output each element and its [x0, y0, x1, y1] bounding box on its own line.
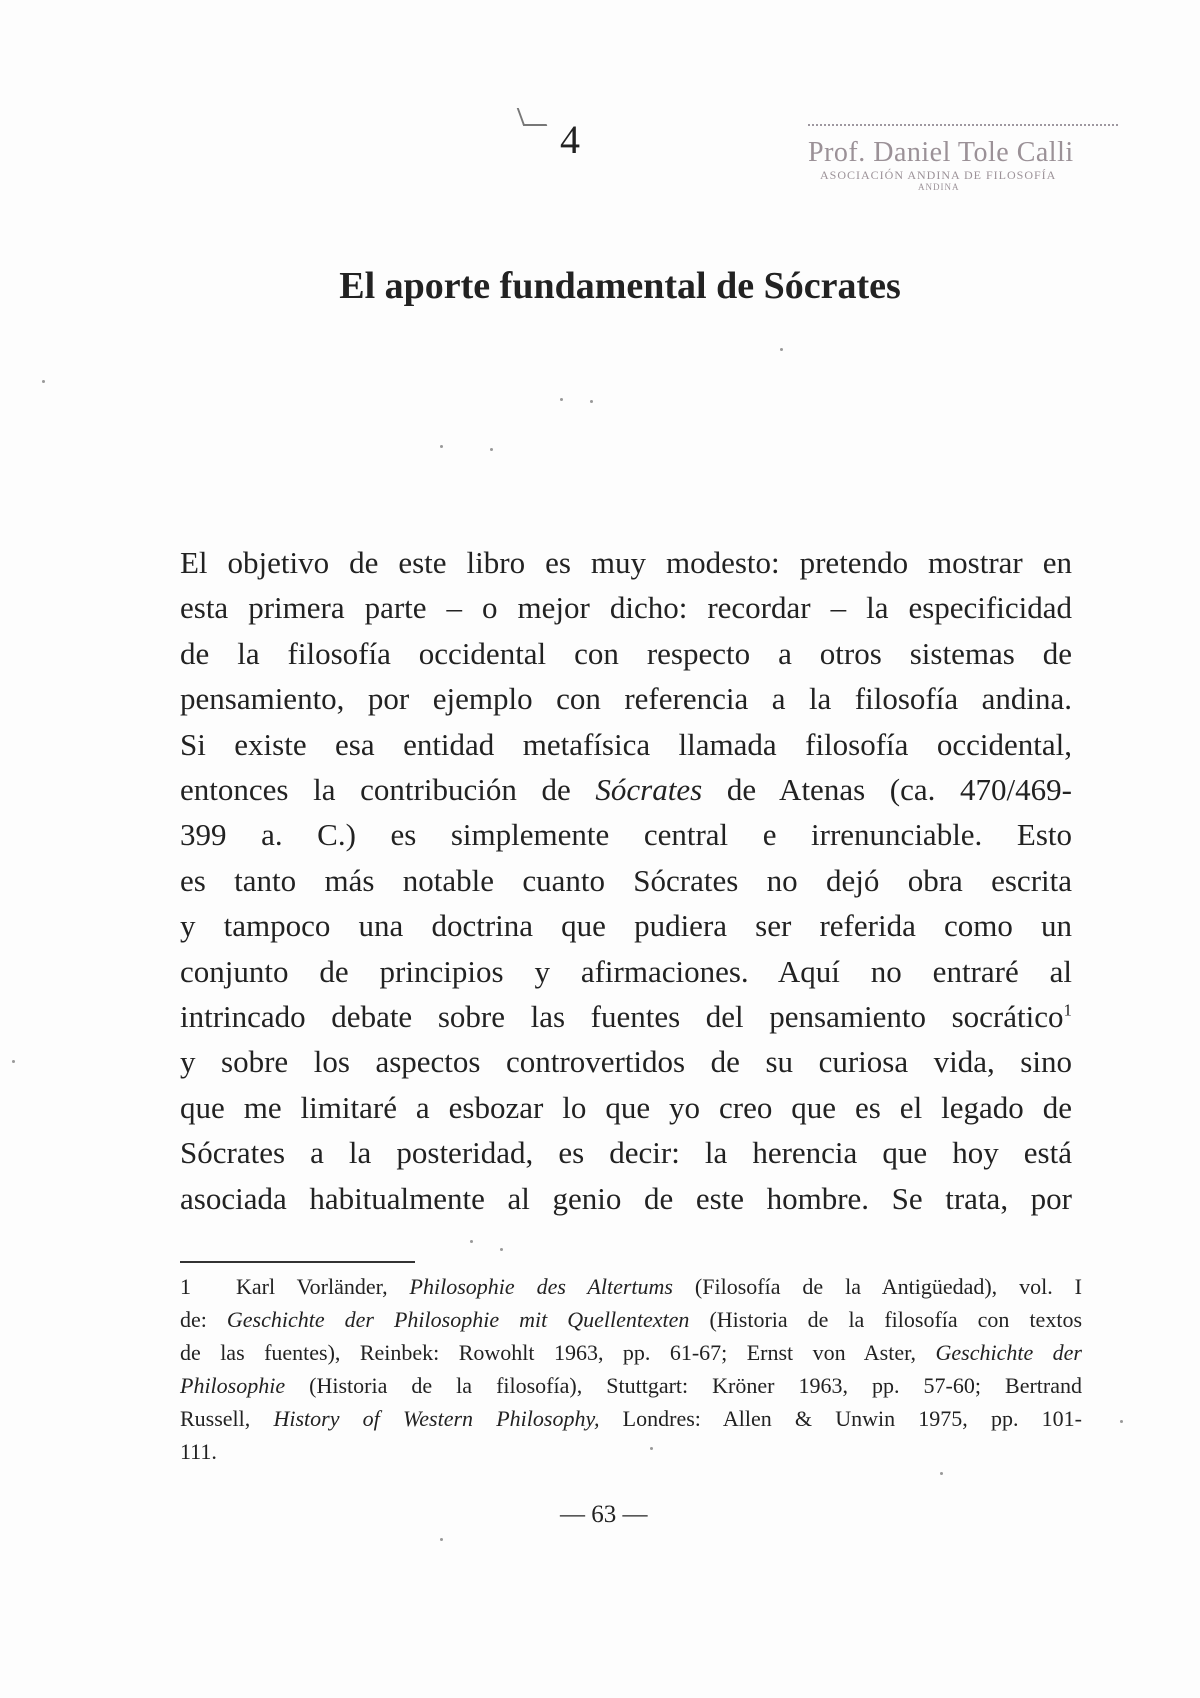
footnote-line — [180, 1402, 1082, 1435]
body-text-fragment: de Atenas (ca. 470/469- — [702, 772, 1072, 808]
body-line: que me limitaré a esbozar lo que yo creo que es el legado de — [180, 1089, 1072, 1125]
scan-speck — [490, 448, 493, 451]
body-line: Si existe esa entidad metafísica llamada filosofía occidental, — [180, 726, 1072, 762]
footnote-text: Russell, — [180, 1406, 274, 1431]
footnote-text: (Historia de la filosofía), Stuttgart: Kröner 1963, pp. 57-60; Bertrand — [285, 1373, 1082, 1398]
scan-speck — [650, 1447, 653, 1450]
footnote-line — [180, 1369, 1082, 1402]
scan-speck — [470, 1240, 473, 1243]
footnote-line — [180, 1303, 1082, 1336]
scan-speck — [440, 1538, 443, 1541]
stamp-institution: ASOCIACIÓN ANDINA DE FILOSOFÍA — [820, 168, 1057, 182]
footnote-line — [180, 1336, 1082, 1369]
italic-name-socrates: Sócrates — [595, 772, 703, 808]
scan-speck — [440, 445, 443, 448]
body-line: conjunto de principios y afirmaciones. Aquí no entraré al — [180, 953, 1072, 989]
body-line: y tampoco una doctrina que pudiera ser referida como un — [180, 908, 1072, 944]
footnote-text: Karl Vorländer, — [236, 1274, 410, 1299]
scan-speck — [780, 348, 783, 351]
owner-stamp — [808, 124, 1118, 206]
body-line: asociada habitualmente al genio de este hombre. Se trata, por — [180, 1180, 1072, 1216]
footnote-line: 111. — [180, 1439, 217, 1464]
page-number: — 63 — — [560, 1501, 648, 1528]
footnote-line — [180, 1270, 1082, 1303]
stamp-name: Prof. Daniel Tole Calli — [808, 137, 1074, 168]
footnote-text: (Filosofía de la Antigüedad), vol. I — [672, 1274, 1082, 1299]
body-line: 399 a. C.) es simplemente central e irrenunciable. Esto — [180, 817, 1072, 853]
footnote-text: de las fuentes), Reinbek: Rowohlt 1963, pp. 61-67; Ernst von Aster, — [180, 1340, 936, 1365]
chapter-title: El aporte fundamental de Sócrates — [339, 265, 901, 307]
body-paragraph — [180, 540, 1072, 1221]
pencil-tick-mark — [517, 108, 548, 126]
scan-speck — [1120, 1420, 1123, 1423]
footnote-number: 1 — [180, 1274, 191, 1299]
footnote-text: de: — [180, 1307, 227, 1332]
body-line: Sócrates a la posteridad, es decir: la herencia que hoy está — [180, 1135, 1072, 1171]
footnote-work-title: Philosophie — [180, 1373, 286, 1398]
body-line: es tanto más notable cuanto Sócrates no dejó obra escrita — [180, 862, 1072, 898]
footnote-reference: 1 — [1063, 1000, 1072, 1020]
body-line — [180, 767, 1072, 812]
scan-speck — [12, 1060, 15, 1063]
body-text-fragment: entonces la contribución de — [180, 772, 596, 808]
scan-speck — [42, 380, 45, 383]
scan-speck — [560, 398, 563, 401]
scan-speck — [500, 1248, 503, 1251]
footnote-text: Londres: Allen & Unwin 1975, pp. 101- — [599, 1406, 1082, 1431]
stamp-subline: ANDINA — [918, 182, 960, 192]
chapter-number: 4 — [560, 117, 580, 162]
scan-speck — [590, 400, 593, 403]
footnote-work-title: Geschichte der — [935, 1340, 1082, 1365]
footnote — [180, 1270, 1082, 1468]
body-line: El objetivo de este libro es muy modesto: pretendo mostrar en — [180, 545, 1072, 580]
footnote-work-title: Geschichte der Philosophie mit Quellentexten — [226, 1307, 690, 1332]
footnote-divider — [180, 1261, 415, 1263]
body-line: de la filosofía occidental con respecto a otros sistemas de — [180, 635, 1072, 671]
footnote-work-title: Philosophie des Altertums — [409, 1274, 673, 1299]
scan-speck — [940, 1472, 943, 1475]
footnote-text: (Historia de la filosofía con textos — [689, 1307, 1082, 1332]
body-line: pensamiento, por ejemplo con referencia a la filosofía andina. — [180, 681, 1072, 717]
body-line: esta primera parte – o mejor dicho: recordar – la especificidad — [180, 590, 1072, 626]
body-line: y sobre los aspectos controvertidos de su curiosa vida, sino — [180, 1044, 1072, 1080]
footnote-work-title: History of Western Philosophy, — [273, 1406, 600, 1431]
body-text-fragment: intrincado debate sobre las fuentes del pensamiento socrático — [180, 999, 1064, 1035]
body-line — [180, 994, 1072, 1039]
